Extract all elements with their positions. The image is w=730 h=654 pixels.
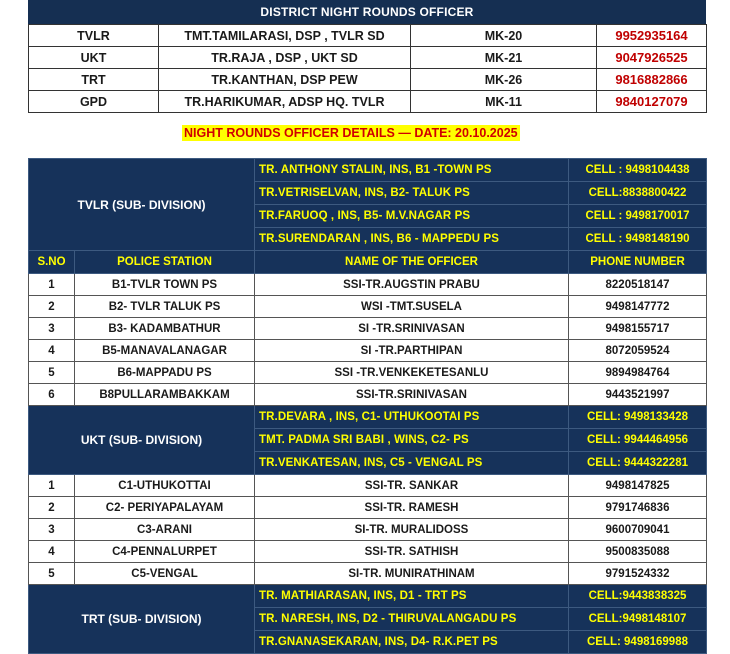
inspector-cell: CELL:8838800422 [569, 182, 707, 205]
inspector-cell: CELL:9443838325 [569, 585, 707, 608]
district-officer: TR.KANTHAN, DSP PEW [159, 69, 411, 91]
station-row [29, 563, 707, 585]
inspector-name: TR.DEVARA , INS, C1- UTHUKOOTAI PS [255, 406, 569, 429]
station-officer: SSI-TR.SRINIVASAN [255, 384, 569, 406]
header-phone: PHONE NUMBER [569, 251, 707, 274]
station-sno: 1 [29, 274, 75, 296]
station-officer: SI -TR.PARTHIPAN [255, 340, 569, 362]
station-row [29, 475, 707, 497]
station-row [29, 541, 707, 563]
station-sno: 5 [29, 362, 75, 384]
station-row [29, 362, 707, 384]
station-name: B3- KADAMBATHUR [75, 318, 255, 340]
district-officer: TR.RAJA , DSP , UKT SD [159, 47, 411, 69]
district-phone: 9047926525 [597, 47, 707, 69]
station-sno: 6 [29, 384, 75, 406]
station-sno: 3 [29, 318, 75, 340]
district-code: TVLR [29, 25, 159, 47]
inspector-name: TR.GNANASEKARAN, INS, D4- R.K.PET PS [255, 631, 569, 654]
district-phone: 9840127079 [597, 91, 707, 113]
district-row [29, 91, 707, 113]
station-officer: SI-TR. MUNIRATHINAM [255, 563, 569, 585]
inspector-cell: CELL: 9498169988 [569, 631, 707, 654]
station-phone: 9791524332 [569, 563, 707, 585]
officer-row [29, 585, 707, 608]
district-mk: MK-20 [411, 25, 597, 47]
district-code: UKT [29, 47, 159, 69]
inspector-name: TR. ANTHONY STALIN, INS, B1 -TOWN PS [255, 159, 569, 182]
station-name: B8PULLARAMBAKKAM [75, 384, 255, 406]
station-sno: 4 [29, 340, 75, 362]
district-table [28, 24, 707, 113]
district-code: GPD [29, 91, 159, 113]
station-row [29, 318, 707, 340]
district-phone: 9816882866 [597, 69, 707, 91]
station-row [29, 340, 707, 362]
inspector-cell: CELL : 9498170017 [569, 205, 707, 228]
district-phone: 9952935164 [597, 25, 707, 47]
district-mk: MK-21 [411, 47, 597, 69]
station-name: C5-VENGAL [75, 563, 255, 585]
inspector-cell: CELL : 9498148190 [569, 228, 707, 251]
details-table [28, 158, 707, 654]
station-name: C1-UTHUKOTTAI [75, 475, 255, 497]
station-phone: 9498147772 [569, 296, 707, 318]
district-code: TRT [29, 69, 159, 91]
inspector-name: TR.VETRISELVAN, INS, B2- TALUK PS [255, 182, 569, 205]
header-officer: NAME OF THE OFFICER [255, 251, 569, 274]
station-sno: 2 [29, 296, 75, 318]
station-officer: SSI -TR.VENKEKETESANLU [255, 362, 569, 384]
station-sno: 3 [29, 519, 75, 541]
subdivision-label: TVLR (SUB- DIVISION) [29, 159, 255, 251]
station-name: B1-TVLR TOWN PS [75, 274, 255, 296]
district-mk: MK-26 [411, 69, 597, 91]
station-row [29, 384, 707, 406]
station-officer: SSI-TR. SATHISH [255, 541, 569, 563]
station-officer: SSI-TR. SANKAR [255, 475, 569, 497]
station-name: C4-PENNALURPET [75, 541, 255, 563]
inspector-cell: CELL: 9444322281 [569, 452, 707, 475]
station-phone: 8072059524 [569, 340, 707, 362]
subdivision-label: TRT (SUB- DIVISION) [29, 585, 255, 654]
station-sno: 2 [29, 497, 75, 519]
details-section [28, 158, 706, 654]
district-row [29, 25, 707, 47]
station-officer: SSI-TR. RAMESH [255, 497, 569, 519]
station-row [29, 497, 707, 519]
district-section [28, 0, 706, 113]
station-phone: 9791746836 [569, 497, 707, 519]
station-name: B2- TVLR TALUK PS [75, 296, 255, 318]
inspector-cell: CELL:9498148107 [569, 608, 707, 631]
header-sno: S.NO [29, 251, 75, 274]
officer-row [29, 406, 707, 429]
subdivision-label: UKT (SUB- DIVISION) [29, 406, 255, 475]
inspector-name: TMT. PADMA SRI BABI , WINS, C2- PS [255, 429, 569, 452]
table-header-row [29, 251, 707, 274]
station-row [29, 274, 707, 296]
station-phone: 9600709041 [569, 519, 707, 541]
inspector-name: TR.SURENDARAN , INS, B6 - MAPPEDU PS [255, 228, 569, 251]
station-row [29, 519, 707, 541]
station-phone: 9894984764 [569, 362, 707, 384]
station-phone: 8220518147 [569, 274, 707, 296]
inspector-name: TR. MATHIARASAN, INS, D1 - TRT PS [255, 585, 569, 608]
district-officer: TMT.TAMILARASI, DSP , TVLR SD [159, 25, 411, 47]
station-name: B5-MANAVALANAGAR [75, 340, 255, 362]
station-phone: 9500835088 [569, 541, 707, 563]
station-officer: SI-TR. MURALIDOSS [255, 519, 569, 541]
station-officer: SI -TR.SRINIVASAN [255, 318, 569, 340]
inspector-name: TR.FARUOQ , INS, B5- M.V.NAGAR PS [255, 205, 569, 228]
station-name: B6-MAPPADU PS [75, 362, 255, 384]
officer-row [29, 159, 707, 182]
station-officer: WSI -TMT.SUSELA [255, 296, 569, 318]
station-sno: 1 [29, 475, 75, 497]
header-station: POLICE STATION [75, 251, 255, 274]
inspector-cell: CELL : 9498104438 [569, 159, 707, 182]
station-phone: 9498155717 [569, 318, 707, 340]
station-sno: 4 [29, 541, 75, 563]
station-phone: 9443521997 [569, 384, 707, 406]
inspector-name: TR.VENKATESAN, INS, C5 - VENGAL PS [255, 452, 569, 475]
district-mk: MK-11 [411, 91, 597, 113]
station-row [29, 296, 707, 318]
station-name: C2- PERIYAPALAYAM [75, 497, 255, 519]
district-row [29, 69, 707, 91]
inspector-name: TR. NARESH, INS, D2 - THIRUVALANGADU PS [255, 608, 569, 631]
district-title: DISTRICT NIGHT ROUNDS OFFICER [28, 0, 706, 24]
station-phone: 9498147825 [569, 475, 707, 497]
district-officer: TR.HARIKUMAR, ADSP HQ. TVLR [159, 91, 411, 113]
details-title: NIGHT ROUNDS OFFICER DETAILS — DATE: 20.10.2025 [184, 126, 518, 140]
station-name: C3-ARANI [75, 519, 255, 541]
district-row [29, 47, 707, 69]
inspector-cell: CELL: 9498133428 [569, 406, 707, 429]
station-sno: 5 [29, 563, 75, 585]
station-officer: SSI-TR.AUGSTIN PRABU [255, 274, 569, 296]
inspector-cell: CELL: 9944464956 [569, 429, 707, 452]
